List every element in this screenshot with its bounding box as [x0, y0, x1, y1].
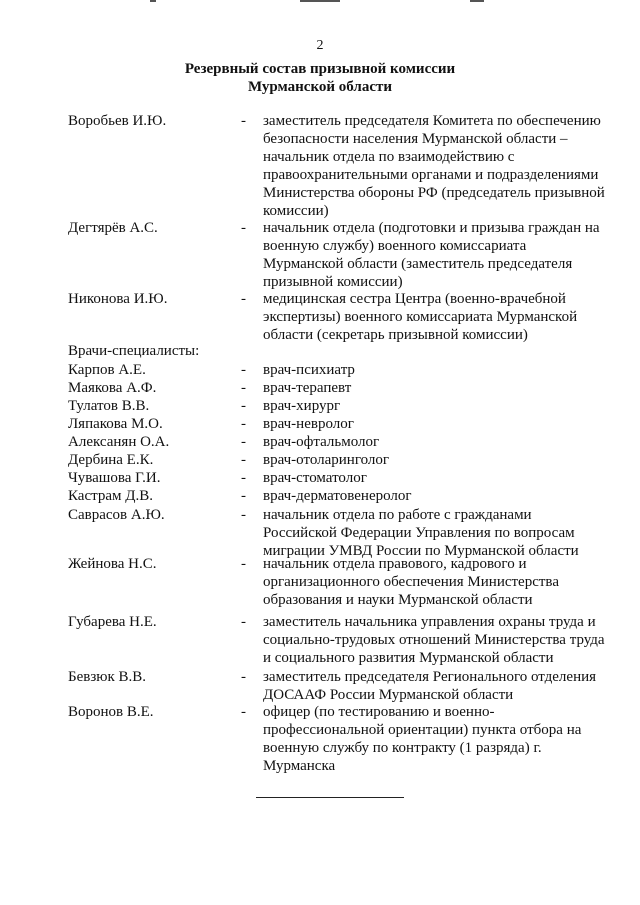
scan-mark	[470, 0, 484, 2]
member-dash: -	[241, 434, 246, 450]
member-name: Никонова И.Ю.	[68, 291, 168, 307]
member-name: Тулатов В.В.	[68, 398, 150, 414]
member-role: врач-психиатр	[263, 362, 355, 378]
member-name: Маякова А.Ф.	[68, 380, 157, 396]
member-dash: -	[241, 113, 246, 129]
member-name: Воронов В.Е.	[68, 704, 154, 720]
member-name: Алексанян О.А.	[68, 434, 170, 450]
member-role: заместитель председателя Регионального отделения ДОСААФ России Мурманской области	[263, 669, 597, 703]
member-dash: -	[241, 416, 246, 432]
member-name: Губарева Н.Е.	[68, 614, 157, 630]
member-dash: -	[241, 291, 246, 307]
member-role: медицинская сестра Центра (военно-врачебной экспертизы) военного комиссариата Мурманской области (секретарь призывной комиссии)	[263, 291, 578, 343]
member-dash: -	[241, 614, 246, 630]
scan-artifacts	[0, 0, 640, 8]
title-line-2: Мурманской области	[247, 79, 393, 95]
member-name: Саврасов А.Ю.	[68, 507, 165, 523]
member-role: офицер (по тестированию и военно-профессиональной ориентации) пункта отбора на военную службу по контракту (1 разряда) г. Мурманска	[263, 704, 582, 774]
member-dash: -	[241, 704, 246, 720]
member-dash: -	[241, 220, 246, 236]
member-role: врач-офтальмолог	[263, 434, 380, 450]
member-dash: -	[241, 669, 246, 685]
member-role: начальник отдела по работе с гражданами Российской Федерации Управления по вопросам миграции УМВД России по Мурманской области	[263, 507, 579, 559]
document-title	[0, 60, 640, 96]
member-role: врач-невролог	[263, 416, 354, 432]
member-role: врач-дерматовенеролог	[263, 488, 412, 504]
member-dash: -	[241, 380, 246, 396]
member-role: начальник отдела правового, кадрового и организационного обеспечения Министерства образования и науки Мурманской области	[263, 556, 559, 608]
member-name: Дербина Е.К.	[68, 452, 154, 468]
member-role: врач-терапевт	[263, 380, 352, 396]
member-name: Карпов А.Е.	[68, 362, 146, 378]
member-dash: -	[241, 488, 246, 504]
member-name: Кастрам Д.В.	[68, 488, 153, 504]
scan-mark	[300, 0, 340, 2]
member-role: врач-хирург	[263, 398, 341, 414]
member-role: заместитель председателя Комитета по обеспечению безопасности населения Мурманской области – начальник отдела по взаимодействию с правоохранительными органами и подразделениями Министерства обороны РФ (председатель призывной комиссии)	[263, 113, 605, 219]
member-name: Чувашова Г.И.	[68, 470, 161, 486]
member-dash: -	[241, 507, 246, 523]
member-role: врач-отоларинголог	[263, 452, 390, 468]
member-dash: -	[241, 556, 246, 572]
member-name: Дегтярёв А.С.	[68, 220, 158, 236]
page-number: 2	[316, 38, 324, 53]
member-dash: -	[241, 470, 246, 486]
title-line-1: Резервный состав призывной комиссии	[184, 61, 456, 77]
member-dash: -	[241, 452, 246, 468]
member-role: врач-стоматолог	[263, 470, 367, 486]
end-rule	[256, 797, 404, 798]
member-name: Ляпакова М.О.	[68, 416, 163, 432]
member-role: начальник отдела (подготовки и призыва граждан на военную службу) военного комиссариата Мурманской области (заместитель председателя призывной комиссии)	[263, 220, 600, 290]
member-name: Бевзюк В.В.	[68, 669, 147, 685]
member-dash: -	[241, 362, 246, 378]
member-dash: -	[241, 398, 246, 414]
member-name: Жейнова Н.С.	[68, 556, 157, 572]
scan-mark	[150, 0, 156, 2]
member-role: заместитель начальника управления охраны труда и социально-трудовых отношений Министерства труда и социального развития Мурманской области	[263, 614, 605, 666]
member-name: Воробьев И.Ю.	[68, 113, 167, 129]
doctors-heading: Врачи-специалисты:	[68, 343, 200, 359]
